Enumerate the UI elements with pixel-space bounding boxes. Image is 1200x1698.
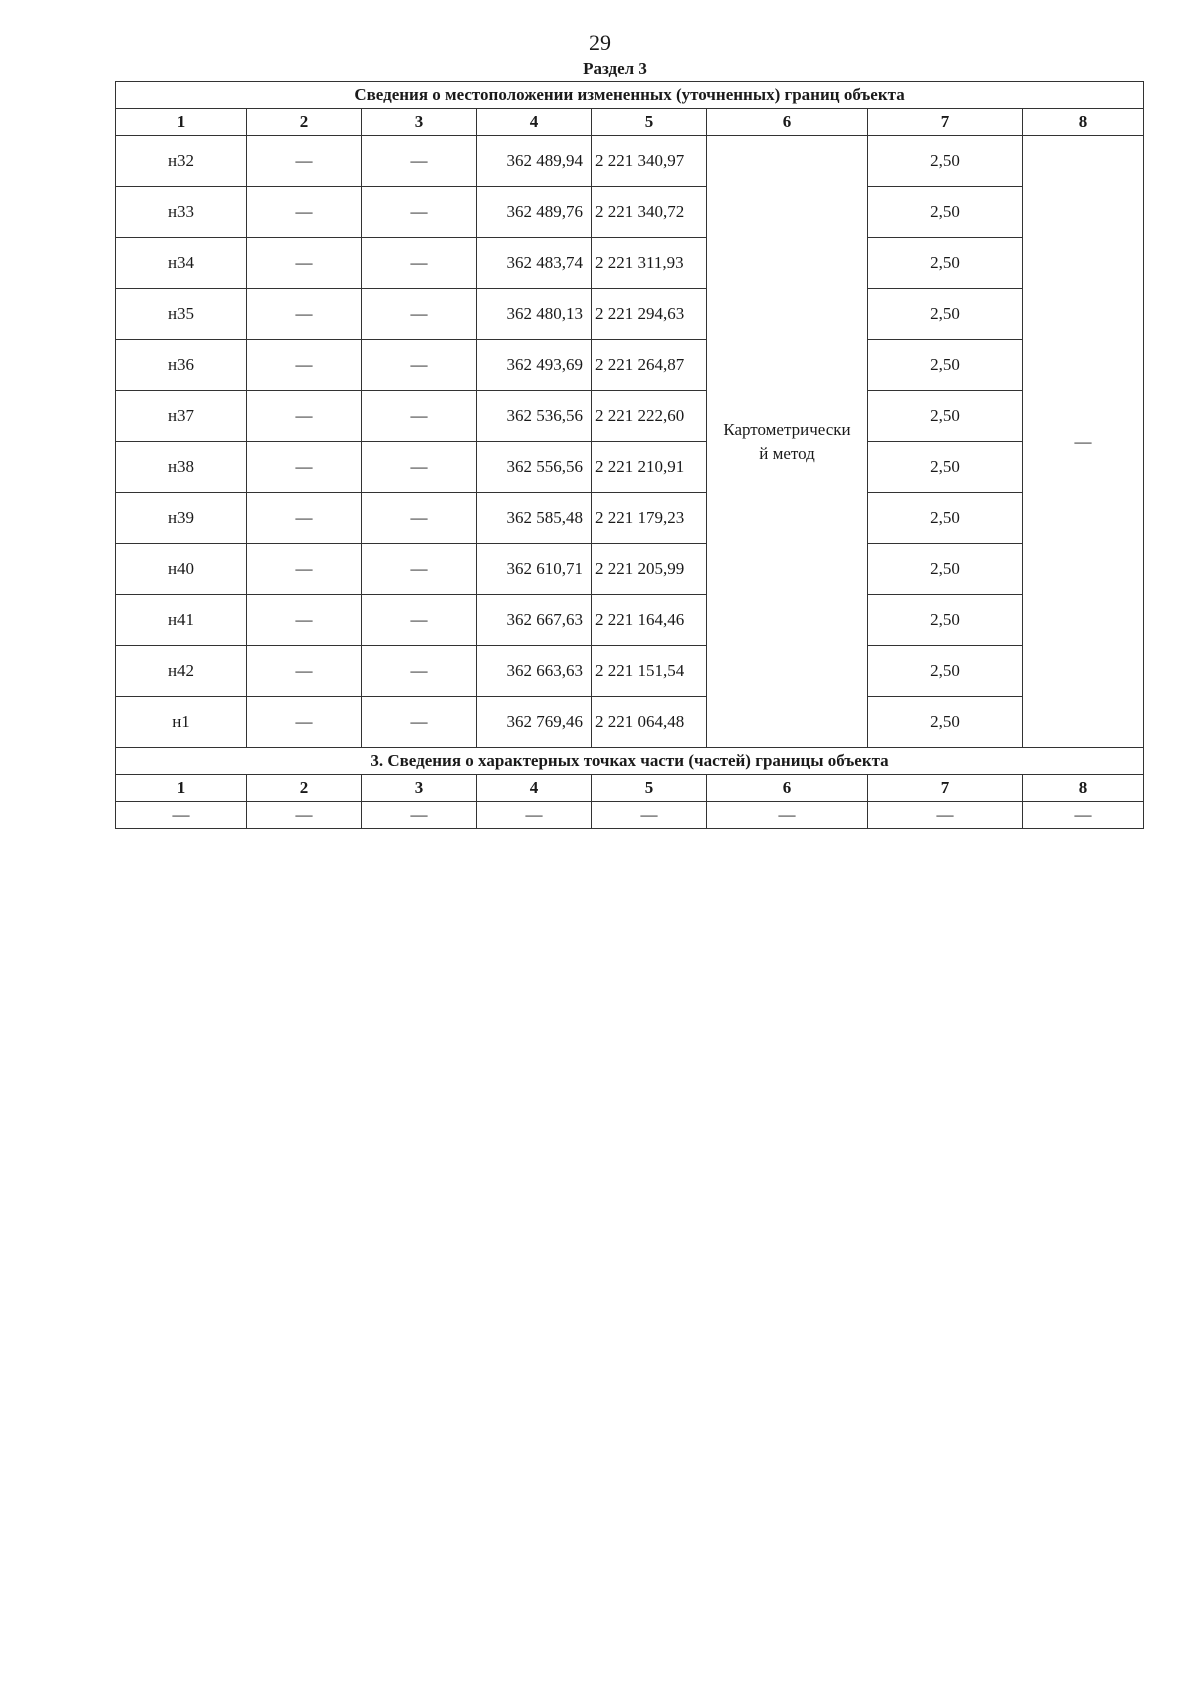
- column-8-cell: —: [1023, 136, 1144, 748]
- column-3-cell: —: [362, 442, 477, 493]
- subsection-cell: —: [707, 802, 868, 829]
- x-coordinate-cell: 362 585,48: [477, 493, 592, 544]
- column-number-row: [116, 109, 1144, 136]
- column-2-cell: —: [247, 646, 362, 697]
- column-number: 5: [592, 109, 707, 136]
- column-3-cell: —: [362, 187, 477, 238]
- table-row: [116, 697, 1144, 748]
- accuracy-cell: 2,50: [868, 442, 1023, 493]
- x-coordinate-cell: 362 493,69: [477, 340, 592, 391]
- accuracy-cell: 2,50: [868, 697, 1023, 748]
- section-title: Раздел 3: [583, 59, 647, 78]
- boundary-table: [115, 81, 1144, 829]
- table-row: [116, 544, 1144, 595]
- column-2-cell: —: [247, 187, 362, 238]
- column-3-cell: —: [362, 697, 477, 748]
- page-number: 29: [589, 30, 611, 55]
- x-coordinate-cell: 362 556,56: [477, 442, 592, 493]
- point-name-cell: н39: [116, 493, 247, 544]
- table-row: [116, 238, 1144, 289]
- x-coordinate-cell: 362 667,63: [477, 595, 592, 646]
- column-number: 2: [247, 109, 362, 136]
- y-coordinate-cell: 2 221 151,54: [592, 646, 707, 697]
- column-number: 1: [116, 109, 247, 136]
- x-coordinate-cell: 362 489,94: [477, 136, 592, 187]
- x-coordinate-cell: 362 769,46: [477, 697, 592, 748]
- point-name-cell: н33: [116, 187, 247, 238]
- column-2-cell: —: [247, 544, 362, 595]
- subsection-column-number: 3: [362, 775, 477, 802]
- point-name-cell: н40: [116, 544, 247, 595]
- accuracy-cell: 2,50: [868, 646, 1023, 697]
- x-coordinate-cell: 362 480,13: [477, 289, 592, 340]
- accuracy-cell: 2,50: [868, 289, 1023, 340]
- x-coordinate-cell: 362 536,56: [477, 391, 592, 442]
- y-coordinate-cell: 2 221 222,60: [592, 391, 707, 442]
- column-3-cell: —: [362, 238, 477, 289]
- point-name-cell: н41: [116, 595, 247, 646]
- subsection-cell: —: [247, 802, 362, 829]
- y-coordinate-cell: 2 221 294,63: [592, 289, 707, 340]
- point-name-cell: н38: [116, 442, 247, 493]
- column-3-cell: —: [362, 340, 477, 391]
- accuracy-cell: 2,50: [868, 391, 1023, 442]
- y-coordinate-cell: 2 221 340,97: [592, 136, 707, 187]
- column-3-cell: —: [362, 646, 477, 697]
- column-number: 3: [362, 109, 477, 136]
- column-number: 4: [477, 109, 592, 136]
- accuracy-cell: 2,50: [868, 187, 1023, 238]
- column-number: 8: [1023, 109, 1144, 136]
- subsection-cell: —: [116, 802, 247, 829]
- table-row: [116, 187, 1144, 238]
- x-coordinate-cell: 362 489,76: [477, 187, 592, 238]
- column-2-cell: —: [247, 595, 362, 646]
- subsection-column-number: 1: [116, 775, 247, 802]
- subsection-column-number-row: [116, 775, 1144, 802]
- y-coordinate-cell: 2 221 205,99: [592, 544, 707, 595]
- x-coordinate-cell: 362 610,71: [477, 544, 592, 595]
- column-2-cell: —: [247, 391, 362, 442]
- subsection-cell: —: [477, 802, 592, 829]
- column-3-cell: —: [362, 391, 477, 442]
- y-coordinate-cell: 2 221 264,87: [592, 340, 707, 391]
- column-2-cell: —: [247, 697, 362, 748]
- table-row: [116, 136, 1144, 187]
- point-name-cell: н35: [116, 289, 247, 340]
- column-3-cell: —: [362, 289, 477, 340]
- column-number: 7: [868, 109, 1023, 136]
- table-row: [116, 391, 1144, 442]
- point-name-cell: н37: [116, 391, 247, 442]
- subsection-cell: —: [362, 802, 477, 829]
- y-coordinate-cell: 2 221 179,23: [592, 493, 707, 544]
- subsection-caption: 3. Сведения о характерных точках части (частей) границы объекта: [116, 748, 1144, 775]
- subsection-column-number: 7: [868, 775, 1023, 802]
- column-2-cell: —: [247, 136, 362, 187]
- table-row: [116, 340, 1144, 391]
- column-2-cell: —: [247, 289, 362, 340]
- column-3-cell: —: [362, 493, 477, 544]
- column-2-cell: —: [247, 442, 362, 493]
- point-name-cell: н1: [116, 697, 247, 748]
- subsection-cell: —: [1023, 802, 1144, 829]
- y-coordinate-cell: 2 221 210,91: [592, 442, 707, 493]
- table-row: [116, 289, 1144, 340]
- subsection-column-number: 2: [247, 775, 362, 802]
- point-name-cell: н42: [116, 646, 247, 697]
- column-number: 6: [707, 109, 868, 136]
- accuracy-cell: 2,50: [868, 136, 1023, 187]
- accuracy-cell: 2,50: [868, 595, 1023, 646]
- column-3-cell: —: [362, 136, 477, 187]
- accuracy-cell: 2,50: [868, 493, 1023, 544]
- column-2-cell: —: [247, 493, 362, 544]
- column-2-cell: —: [247, 340, 362, 391]
- table-row: [116, 646, 1144, 697]
- column-3-cell: —: [362, 595, 477, 646]
- column-2-cell: —: [247, 238, 362, 289]
- subsection-cell: —: [868, 802, 1023, 829]
- accuracy-cell: 2,50: [868, 238, 1023, 289]
- table-caption: Сведения о местоположении измененных (уточненных) границ объекта: [116, 82, 1144, 109]
- point-name-cell: н34: [116, 238, 247, 289]
- subsection-column-number: 6: [707, 775, 868, 802]
- table-row: [116, 442, 1144, 493]
- subsection-column-number: 8: [1023, 775, 1144, 802]
- x-coordinate-cell: 362 483,74: [477, 238, 592, 289]
- y-coordinate-cell: 2 221 311,93: [592, 238, 707, 289]
- subsection-column-number: 5: [592, 775, 707, 802]
- subsection-row: [116, 802, 1144, 829]
- subsection-column-number: 4: [477, 775, 592, 802]
- point-name-cell: н32: [116, 136, 247, 187]
- table-row: [116, 595, 1144, 646]
- y-coordinate-cell: 2 221 164,46: [592, 595, 707, 646]
- method-text-line-2: й метод: [759, 443, 815, 463]
- method-text-line-1: Картометрически: [723, 419, 851, 439]
- accuracy-cell: 2,50: [868, 544, 1023, 595]
- y-coordinate-cell: 2 221 340,72: [592, 187, 707, 238]
- accuracy-cell: 2,50: [868, 340, 1023, 391]
- method-cell: [707, 136, 868, 748]
- column-3-cell: —: [362, 544, 477, 595]
- x-coordinate-cell: 362 663,63: [477, 646, 592, 697]
- subsection-cell: —: [592, 802, 707, 829]
- y-coordinate-cell: 2 221 064,48: [592, 697, 707, 748]
- point-name-cell: н36: [116, 340, 247, 391]
- table-row: [116, 493, 1144, 544]
